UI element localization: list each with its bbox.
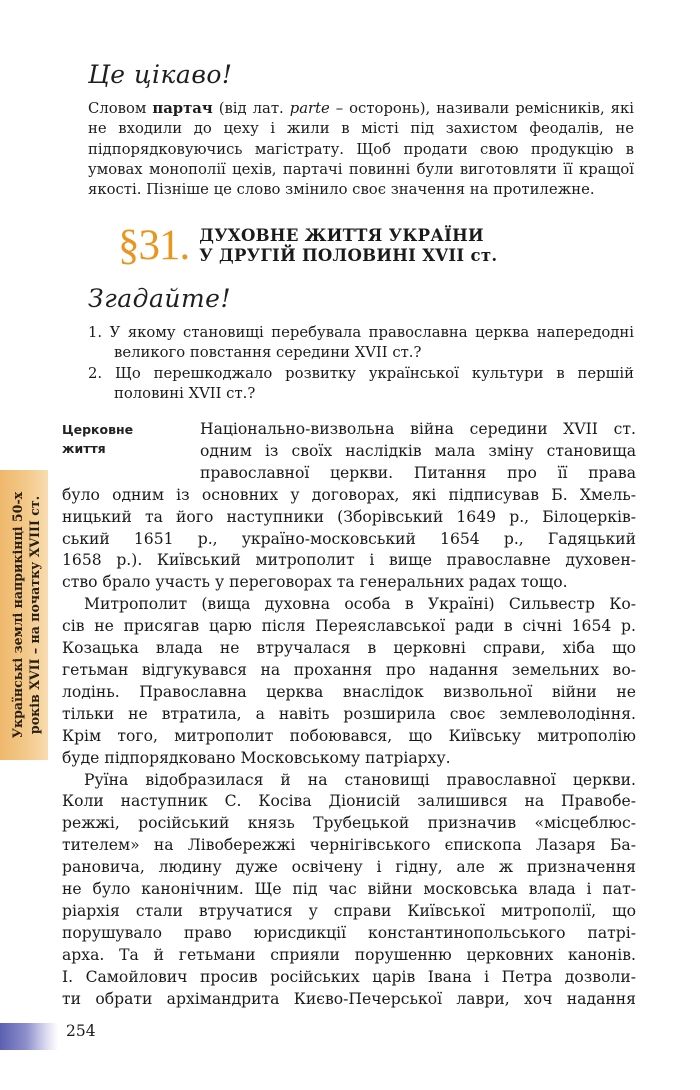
text-line: лодінь. Православна церква внаслідок визвольної війни не xyxy=(62,682,636,701)
text-line: порушувало право юрисдикції константинопольського патрі- xyxy=(62,923,636,942)
section-title-line: У ДРУГІЙ ПОЛОВИНІ XVII ст. xyxy=(199,246,498,265)
text-line: не було канонічним. Ще під час війни московська влада і пат- xyxy=(62,880,636,899)
interesting-fact-heading: Це цікаво! xyxy=(88,60,233,89)
text-line: Крім того, митрополит побоювався, що Київську митрополію xyxy=(62,726,636,745)
interesting-fact-text xyxy=(88,99,634,200)
text-line: арха. Та й гетьмани сприяли порушенню церковних канонів. xyxy=(62,945,636,964)
text-line: тільки не втратила, а навіть розширила своє землеволодіння. xyxy=(62,704,636,723)
text-line: ти обрати архімандрита Києво-Печерської лаври, хоч надання xyxy=(62,989,636,1008)
question-item: 2. Що перешкоджало розвитку української культури в першій половині XVII ст.? xyxy=(88,364,634,402)
text-line: ріархія стали втручатися у справи Київської митрополії, що xyxy=(62,901,636,920)
section-title xyxy=(199,226,497,266)
text-line: буде підпорядковано Московському патріарху. xyxy=(62,748,451,767)
text-line: православної церкви. Питання про її права xyxy=(200,463,636,482)
text-line: Руїна відобразилася й на становищі православної церкви. xyxy=(84,770,636,789)
chapter-side-tab-label xyxy=(4,470,48,760)
chapter-label-line: Українські землі наприкінці 50-х xyxy=(10,491,25,739)
text-segment: Словом xyxy=(88,100,153,117)
text-line: тителем» на Лівобережжі чернігівського єпископа Лазаря Ба- xyxy=(62,836,636,855)
section-heading xyxy=(118,222,498,269)
main-body-text xyxy=(62,419,636,1010)
text-line: Національно-визвольна війна середини XVII ст. xyxy=(200,420,636,438)
text-line: одним із своїх наслідків мала зміну становища xyxy=(200,441,636,460)
text-line: було одним із основних у договорах, які підписував Б. Хмель- xyxy=(62,485,636,504)
text-line: Митрополит (вища духовна особа в Україні) Сильвестр Ко- xyxy=(84,595,636,614)
text-line: рановича, людину дуже освічену і гідну, але ж призначення xyxy=(62,858,636,877)
text-segment: – осторонь), називали ремісників, які не входили до цеху і жили в місті під захистом феодалів, не підпорядковуючись магістрату. Щоб продати свою продукцію в умовах монополії цехів, партачі повинні були виготовляти її кращої якості. Пізніше це слово змінило своє значення на протилежне. xyxy=(88,100,634,199)
text-line: ство брало участь у переговорах та генеральних радах тощо. xyxy=(62,573,568,592)
margin-subheading-line: Церковне xyxy=(62,422,134,437)
chapter-label-line: років XVII – на початку XVIII ст. xyxy=(27,495,42,735)
page-number: 254 xyxy=(66,1022,96,1040)
latin-term: parte xyxy=(289,100,330,117)
text-segment: (від лат. xyxy=(212,100,290,117)
text-line: режжі, російський князь Трубецькой призначив «місцеблюс- xyxy=(62,814,636,833)
review-questions xyxy=(88,323,634,404)
remember-heading: Згадайте! xyxy=(88,284,232,313)
text-line: ницький та його наступники (Зборівський 1649 р., Білоцерків- xyxy=(62,507,636,526)
text-line: Коли наступник С. Косіва Діонисій залишився на Правобе- xyxy=(62,792,636,811)
text-line: гетьман відгукувався на прохання про надання земельних во- xyxy=(62,660,636,679)
text-line: 1658 р.). Київський митрополит і вище православне духовен- xyxy=(62,551,636,570)
bold-term: партач xyxy=(152,100,213,117)
text-line: Козацька влада не втручалася в церковні справи, хіба що xyxy=(62,639,636,658)
page-footer-bar xyxy=(0,1023,58,1050)
section-title-line: ДУХОВНЕ ЖИТТЯ УКРАЇНИ xyxy=(199,226,484,245)
margin-subheading-line: життя xyxy=(62,441,106,456)
text-line: ський 1651 р., україно-московський 1654 р., Гадяцький xyxy=(62,529,636,548)
text-line: І. Самойлович просив російських царів Івана і Петра дозволи- xyxy=(62,967,636,986)
text-line: сів не присягав царю після Переяславської ради в січні 1654 р. xyxy=(62,617,636,636)
question-item: 1. У якому становищі перебувала православна церква напередодні великого повстання середини XVII ст.? xyxy=(88,324,634,362)
section-number: §31. xyxy=(118,222,190,269)
